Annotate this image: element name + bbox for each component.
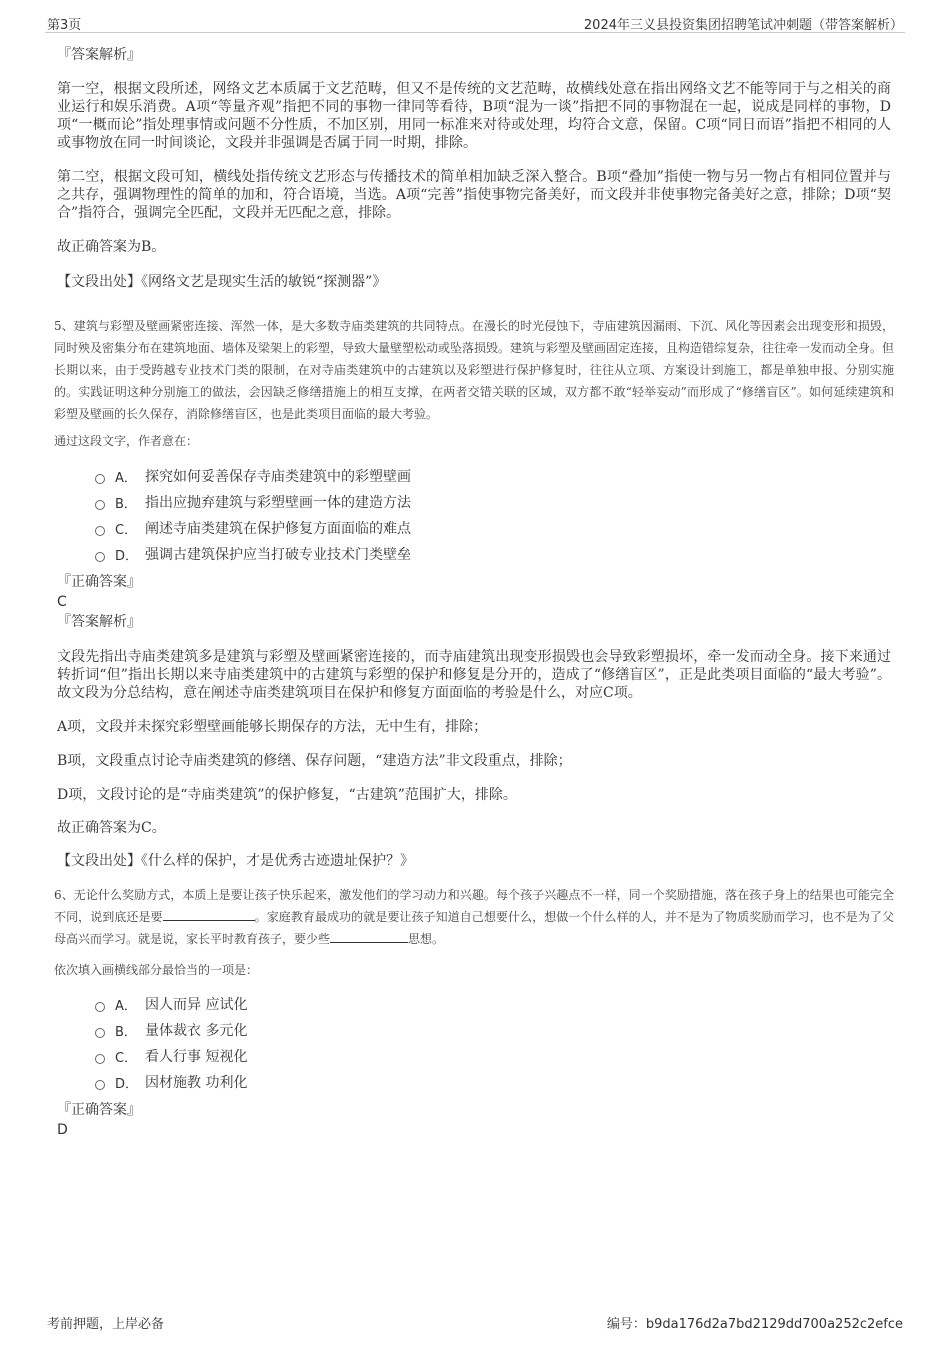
fill-blank-1 (163, 908, 255, 921)
q6-options (57, 991, 247, 1095)
q6-option-d[interactable]: D． 因材施教 功利化 (95, 1069, 247, 1095)
q5-prompt: 通过这段文字，作者意在： (54, 434, 199, 448)
page-footer (45, 1313, 905, 1333)
radio-icon[interactable] (95, 474, 105, 484)
footer-document-id: 编号：b9da176d2a7bd2129dd700a252c2efce (606, 1317, 903, 1332)
radio-icon[interactable] (95, 1002, 105, 1012)
radio-icon[interactable] (95, 1080, 105, 1090)
q5-analysis-a: A项，文段并未探究彩塑壁画能够长期保存的方法，无中生有，排除； (57, 719, 488, 735)
q5-answer-label: 『正确答案』 (57, 574, 141, 590)
q4-analysis-label: 『答案解析』 (57, 47, 141, 63)
q5-option-c[interactable]: C． 阐述寺庙类建筑在保护修复方面面临的难点 (95, 515, 411, 541)
q6-option-a[interactable]: A． 因人而异 应试化 (95, 991, 247, 1017)
q6-stem: 6、无论什么奖励方式，本质上是要让孩子快乐起来，激发他们的学习动力和兴趣。每个孩子兴趣点不一样，同一个奖励措施，落在孩子身上的结果也可能完全不同，说到底还是要 。家庭教育最成功的就是要让孩子知道自己想要什么，想做一个什么样的人，并不是为了物质奖励而学习，也不是为了父母高兴而学习。就是说，家长平时教育孩子，要少些 思想。 (54, 888, 894, 946)
q6-option-c[interactable]: C． 看人行事 短视化 (95, 1043, 247, 1069)
page-header (45, 10, 905, 33)
q4-analysis-paragraph-1: 第一空，根据文段所述，网络文艺本质属于文艺范畴，但又不是传统的文艺范畴，故横线处意在指出网络文艺不能等同于与之相关的商业运行和娱乐消费。A项“等量齐观”指把不同的事物一律同等看待，B项“混为一谈”指把不同的事物混在一起，说成是同样的事物，D项“一概而论”指处理事情或问题不分性质，不加区别，用同一标准来对待或处理，均符合文意，保留。C项“同日而语”指把不相同的人或事物放在同一时间谈论，文段并非强调是否属于同一时期，排除。 (57, 81, 891, 151)
q5-stem: 5、建筑与彩塑及壁画紧密连接、浑然一体，是大多数寺庙类建筑的共同特点。在漫长的时光侵蚀下，寺庙建筑因漏雨、下沉、风化等因素会出现变形和损毁，同时殃及密集分布在建筑地面、墙体及梁架上的彩塑，导致大量壁塑松动或坠落损毁。建筑与彩塑及壁画固定连接，且构造错综复杂，往往牵一发而动全身。但长期以来，由于受跨越专业技术门类的限制，在对寺庙类建筑中的古建筑以及彩塑进行保护修复时，往往从立项、方案设计到施工，都是单独申报、分别实施的。实践证明这种分别施工的做法，会因缺乏修缮措施上的相互支撑，在两者交错关联的区域，双方都不敢“轻举妄动”而形成了“修缮盲区”。如何延续建筑和彩塑及壁画的长久保存，消除修缮盲区，也是此类项目面临的最大考验。 (54, 319, 895, 421)
q5-source: 【文段出处】《什么样的保护，才是优秀古迹遗址保护？》 (57, 853, 414, 869)
radio-icon[interactable] (95, 1054, 105, 1064)
radio-icon[interactable] (95, 526, 105, 536)
q5-answer-value: C (57, 594, 67, 610)
q6-option-b[interactable]: B． 量体裁衣 多元化 (95, 1017, 247, 1043)
q5-analysis-label: 『答案解析』 (57, 614, 141, 630)
q5-option-a[interactable]: A． 探究如何妥善保存寺庙类建筑中的彩塑壁画 (95, 463, 411, 489)
radio-icon[interactable] (95, 1028, 105, 1038)
fill-blank-2 (330, 930, 408, 943)
q4-source: 【文段出处】《网络文艺是现实生活的敏锐“探测器”》 (57, 274, 387, 290)
q6-answer-value: D (57, 1122, 68, 1138)
page-number: 第3页 (47, 18, 82, 33)
q5-analysis-d: D项，文段讨论的是“寺庙类建筑”的保护修复，“古建筑”范围扩大，排除。 (57, 787, 517, 803)
radio-icon[interactable] (95, 552, 105, 562)
q5-analysis-b: B项，文段重点讨论寺庙类建筑的修缮、保存问题，“建造方法”非文段重点，排除； (57, 753, 572, 769)
q5-options (57, 463, 411, 567)
footer-slogan: 考前押题，上岸必备 (47, 1317, 165, 1332)
radio-icon[interactable] (95, 500, 105, 510)
q6-prompt: 依次填入画横线部分最恰当的一项是： (54, 963, 259, 977)
q5-option-b[interactable]: B． 指出应抛弃建筑与彩塑壁画一体的建造方法 (95, 489, 411, 515)
q5-analysis-paragraph-1: 文段先指出寺庙类建筑多是建筑与彩塑及壁画紧密连接的，而寺庙建筑出现变形损毁也会导致彩塑损坏，牵一发而动全身。接下来通过转折词“但”指出长期以来寺庙类建筑中的古建筑与彩塑的保护和修复是分开的，造成了“修缮盲区”，正是此类项目面临的“最大考验”。故文段为分总结构，意在阐述寺庙类建筑项目在保护和修复方面面临的考验是什么，对应C项。 (57, 649, 891, 701)
q5-option-d[interactable]: D． 强调古建筑保护应当打破专业技术门类壁垒 (95, 541, 411, 567)
q4-conclusion: 故正确答案为B。 (57, 239, 166, 255)
q5-conclusion: 故正确答案为C。 (57, 820, 166, 836)
document-title: 2024年三义县投资集团招聘笔试冲刺题（带答案解析） (583, 18, 903, 33)
q4-analysis-paragraph-2: 第二空，根据文段可知，横线处指传统文艺形态与传播技术的简单相加缺乏深入整合。B项“叠加”指使一物与另一物占有相同位置并与之共存，强调物理性的简单的加和，符合语境，当选。A项“完善”指使事物完备美好，而文段并非使事物完备美好之意，排除；D项“契合”指符合，强调完全匹配，文段并无匹配之意，排除。 (57, 169, 891, 221)
q6-answer-label: 『正确答案』 (57, 1102, 141, 1118)
